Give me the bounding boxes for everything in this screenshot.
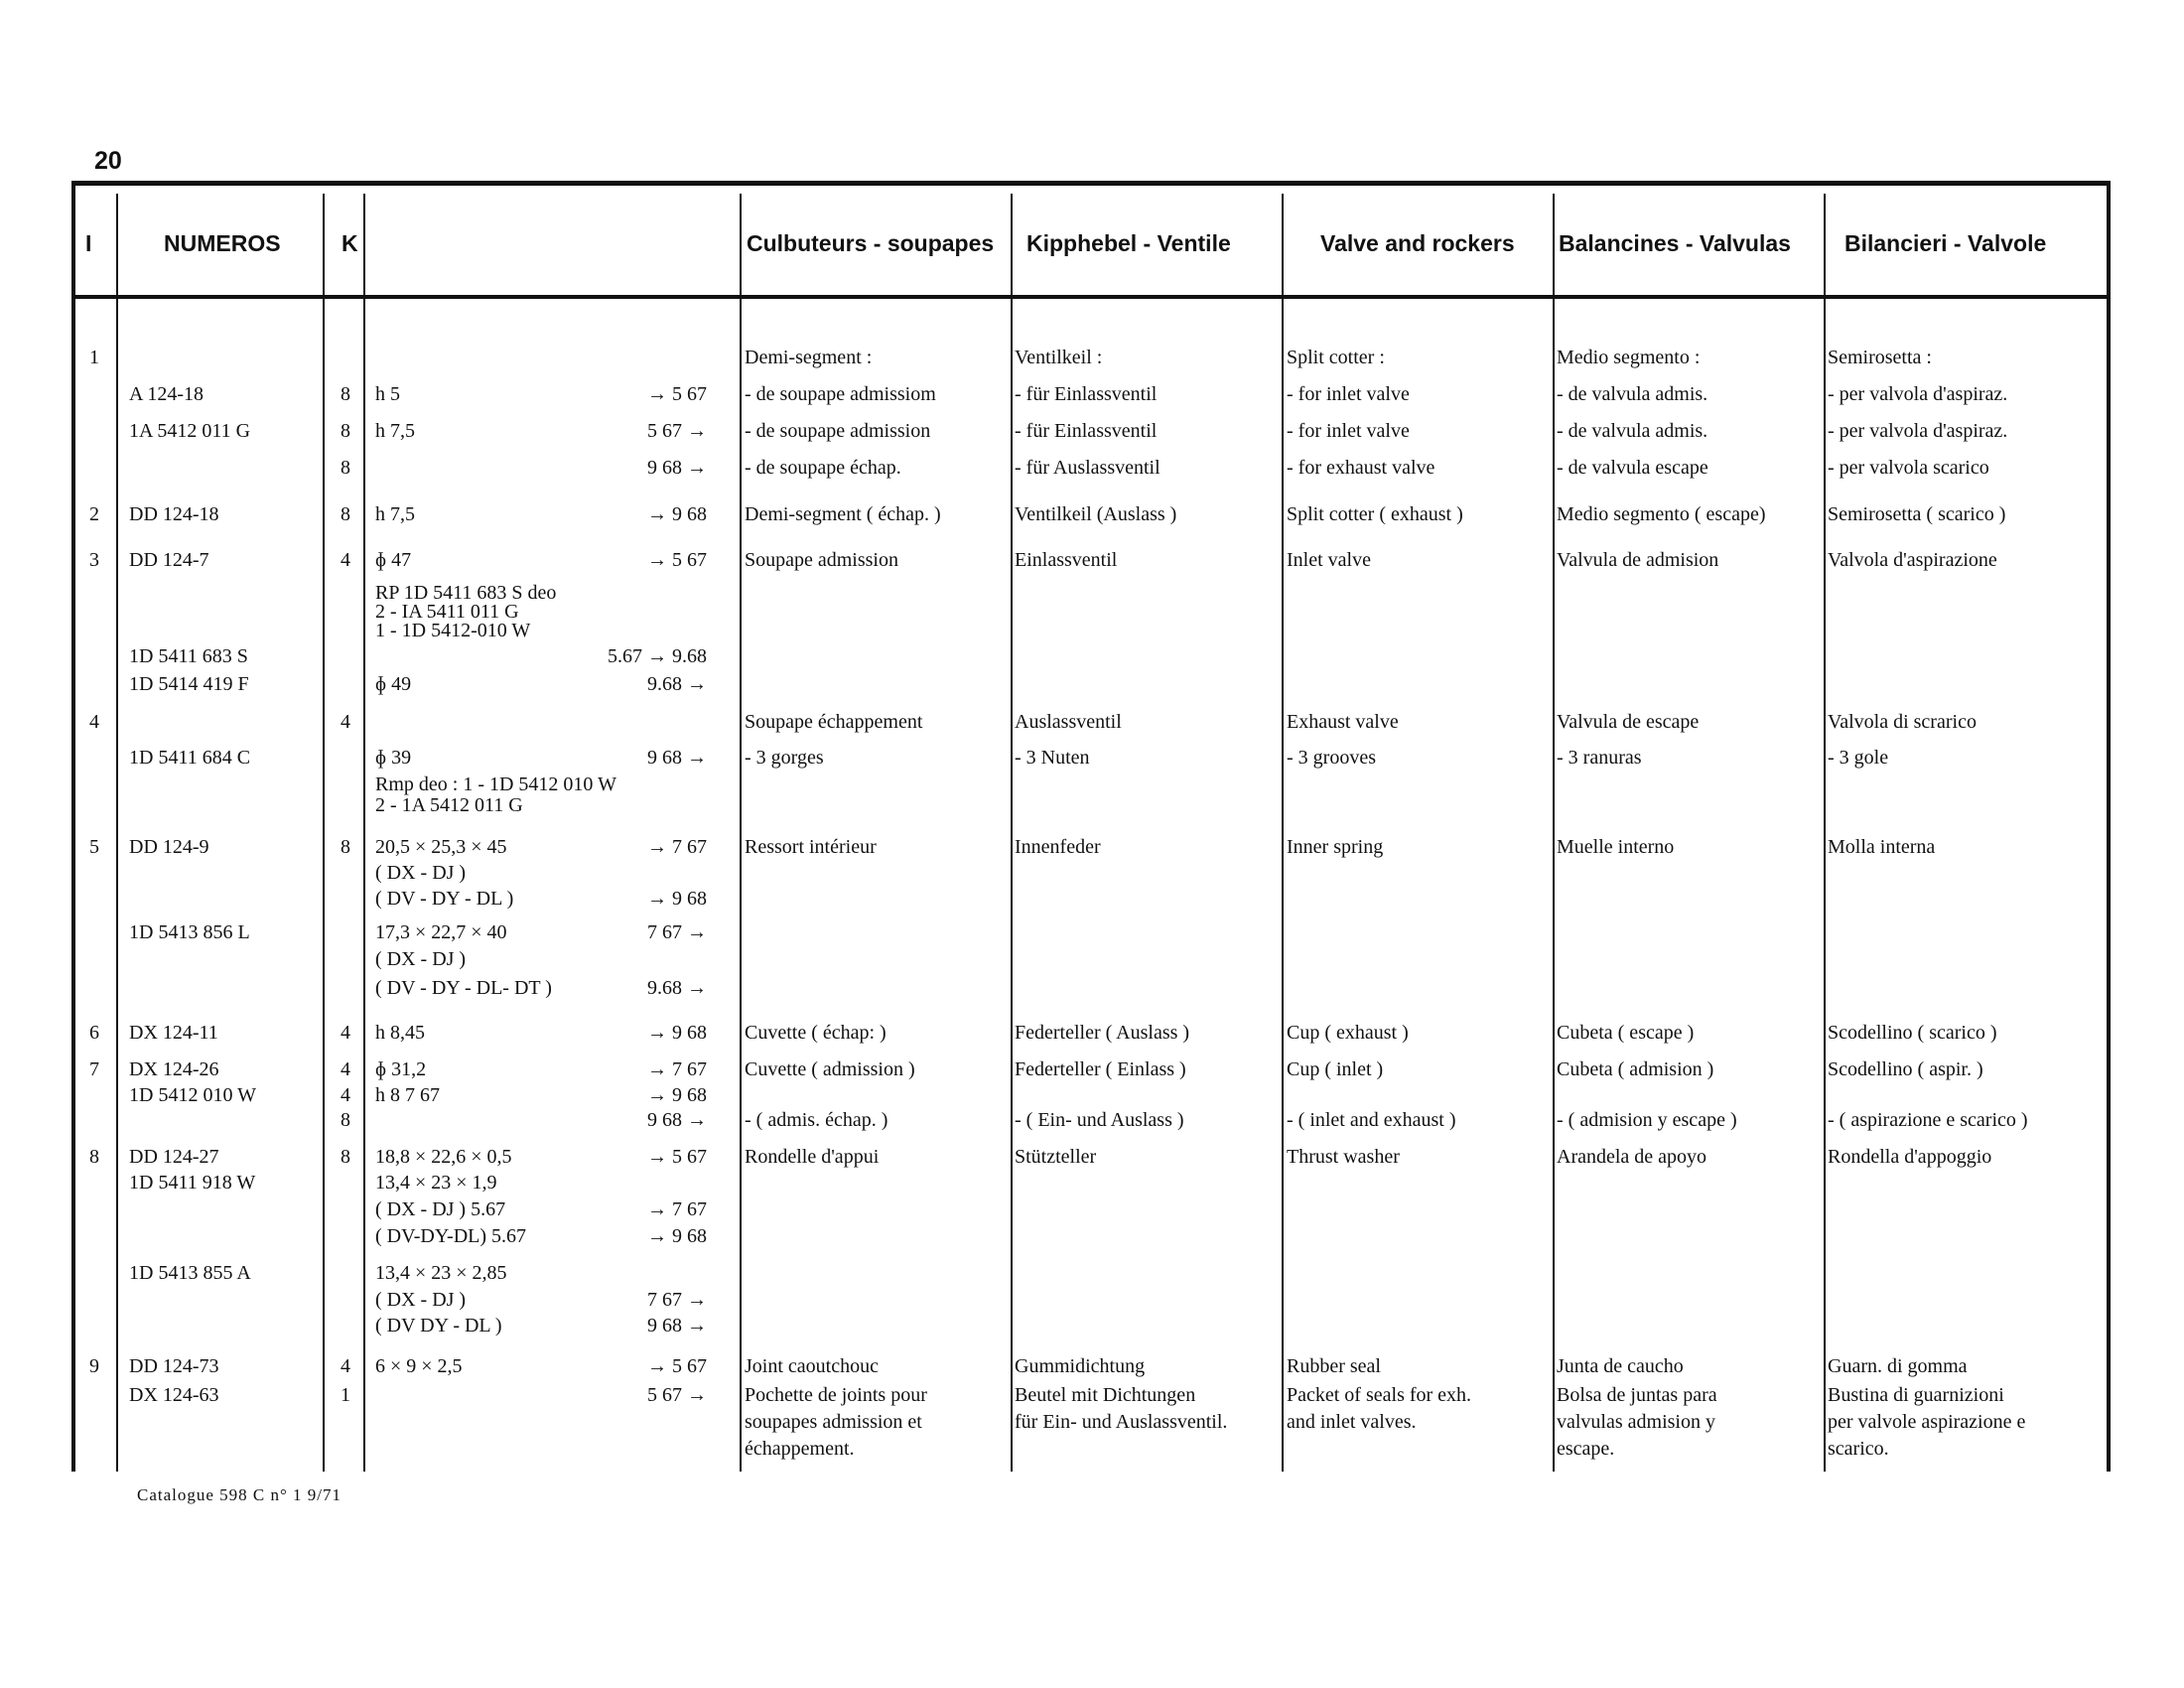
german-description: Einlassventil bbox=[1015, 549, 1118, 571]
catalogue-footer: Catalogue 598 C n° 1 9/71 bbox=[137, 1485, 342, 1504]
spanish-description: Cubeta ( escape ) bbox=[1557, 1022, 1695, 1044]
header-english: Valve and rockers bbox=[1320, 230, 1515, 256]
validity-date: → 9 68 bbox=[647, 1022, 707, 1044]
validity-date: 9.68 → bbox=[647, 673, 707, 695]
specification: Rmp deo : 1 - 1D 5412 010 W bbox=[375, 774, 616, 795]
english-description: Split cotter : bbox=[1287, 347, 1385, 368]
specification: ( DX - DJ ) bbox=[375, 862, 467, 884]
german-description: Gummidichtung bbox=[1015, 1355, 1146, 1377]
specification: ( DV-DY-DL) 5.67 bbox=[375, 1225, 527, 1247]
french-description: Ressort intérieur bbox=[745, 836, 877, 858]
english-description: - 3 grooves bbox=[1287, 747, 1376, 769]
validity-date: → 7 67 bbox=[647, 1198, 707, 1220]
spanish-description: escape. bbox=[1557, 1438, 1615, 1460]
english-description: Rubber seal bbox=[1287, 1355, 1381, 1377]
spanish-description: - de valvula escape bbox=[1557, 457, 1708, 479]
column-divider bbox=[323, 194, 325, 1472]
column-divider bbox=[1011, 194, 1013, 1472]
english-description: - for inlet valve bbox=[1287, 420, 1410, 442]
spanish-description: - ( admision y escape ) bbox=[1557, 1109, 1737, 1131]
part-number: DX 124-26 bbox=[129, 1058, 219, 1080]
part-number: DD 124-7 bbox=[129, 549, 209, 571]
specification: h 8,45 bbox=[375, 1022, 425, 1044]
spanish-description: Junta de caucho bbox=[1557, 1355, 1684, 1377]
french-description: Cuvette ( admission ) bbox=[745, 1058, 915, 1080]
validity-date: 9 68 → bbox=[647, 1109, 707, 1131]
french-description: Demi-segment : bbox=[745, 347, 873, 368]
french-description: soupapes admission et bbox=[745, 1411, 922, 1433]
part-number: DX 124-11 bbox=[129, 1022, 218, 1044]
validity-date: 9 68 → bbox=[647, 457, 707, 479]
header-german: Kipphebel - Ventile bbox=[1026, 230, 1231, 256]
quantity: 8 bbox=[341, 1146, 350, 1168]
specification: ( DV - DY - DL- DT ) bbox=[375, 977, 552, 999]
french-description: Rondelle d'appui bbox=[745, 1146, 880, 1168]
spanish-description: Medio segmento : bbox=[1557, 347, 1701, 368]
specification: ( DV DY - DL ) bbox=[375, 1315, 502, 1336]
english-description: Exhaust valve bbox=[1287, 711, 1399, 733]
english-description: Packet of seals for exh. bbox=[1287, 1384, 1472, 1406]
specification: h 7,5 bbox=[375, 420, 415, 442]
french-description: Pochette de joints pour bbox=[745, 1384, 927, 1406]
part-number: DD 124-18 bbox=[129, 503, 219, 525]
french-description: - 3 gorges bbox=[745, 747, 824, 769]
english-description: Inlet valve bbox=[1287, 549, 1371, 571]
specification: ɸ 49 bbox=[375, 673, 412, 695]
item-index: 7 bbox=[89, 1058, 99, 1080]
german-description: Ventilkeil (Auslass ) bbox=[1015, 503, 1177, 525]
spanish-description: Medio segmento ( escape) bbox=[1557, 503, 1766, 525]
french-description: - de soupape échap. bbox=[745, 457, 901, 479]
italian-description: Valvola di scrarico bbox=[1828, 711, 1977, 733]
italian-description: per valvole aspirazione e bbox=[1828, 1411, 2026, 1433]
part-number: 1D 5413 856 L bbox=[129, 921, 250, 943]
specification: 1 - 1D 5412-010 W bbox=[375, 620, 531, 641]
german-description: - 3 Nuten bbox=[1015, 747, 1090, 769]
quantity: 8 bbox=[341, 420, 350, 442]
italian-description: scarico. bbox=[1828, 1438, 1889, 1460]
quantity: 8 bbox=[341, 1109, 350, 1131]
part-number: 1D 5411 683 S bbox=[129, 645, 248, 667]
german-description: Ventilkeil : bbox=[1015, 347, 1103, 368]
quantity: 4 bbox=[341, 711, 350, 733]
specification: h 5 bbox=[375, 383, 400, 405]
table-top-rule bbox=[71, 181, 2111, 186]
specification: 2 - IA 5411 011 G bbox=[375, 601, 519, 623]
french-description: - ( admis. échap. ) bbox=[745, 1109, 888, 1131]
column-divider bbox=[1824, 194, 1826, 1472]
german-description: Stützteller bbox=[1015, 1146, 1097, 1168]
quantity: 8 bbox=[341, 457, 350, 479]
spanish-description: - de valvula admis. bbox=[1557, 383, 1708, 405]
table-left-rule bbox=[71, 181, 75, 1472]
item-index: 6 bbox=[89, 1022, 99, 1044]
validity-date: → 5 67 bbox=[647, 1146, 707, 1168]
validity-date: 7 67 → bbox=[647, 921, 707, 943]
part-number: 1D 5411 684 C bbox=[129, 747, 251, 769]
header-spanish: Balancines - Valvulas bbox=[1559, 230, 1791, 256]
italian-description: - per valvola d'aspiraz. bbox=[1828, 383, 2008, 405]
validity-date: → 5 67 bbox=[647, 1355, 707, 1377]
french-description: Soupape admission bbox=[745, 549, 898, 571]
validity-date: 7 67 → bbox=[647, 1289, 707, 1311]
specification: ( DX - DJ ) 5.67 bbox=[375, 1198, 506, 1220]
specification: ( DX - DJ ) bbox=[375, 948, 467, 970]
german-description: Innenfeder bbox=[1015, 836, 1101, 858]
italian-description: Scodellino ( aspir. ) bbox=[1828, 1058, 1983, 1080]
french-description: Joint caoutchouc bbox=[745, 1355, 879, 1377]
specification: 20,5 × 25,3 × 45 bbox=[375, 836, 507, 858]
specification: 17,3 × 22,7 × 40 bbox=[375, 921, 507, 943]
german-description: - ( Ein- und Auslass ) bbox=[1015, 1109, 1184, 1131]
quantity: 8 bbox=[341, 836, 350, 858]
english-description: - ( inlet and exhaust ) bbox=[1287, 1109, 1456, 1131]
item-index: 3 bbox=[89, 549, 99, 571]
german-description: - für Einlassventil bbox=[1015, 420, 1158, 442]
part-number: DD 124-27 bbox=[129, 1146, 219, 1168]
validity-date: 5 67 → bbox=[647, 420, 707, 442]
german-description: Federteller ( Auslass ) bbox=[1015, 1022, 1190, 1044]
italian-description: Semirosetta ( scarico ) bbox=[1828, 503, 2006, 525]
specification: ( DX - DJ ) bbox=[375, 1289, 467, 1311]
spanish-description: Cubeta ( admision ) bbox=[1557, 1058, 1714, 1080]
header-french: Culbuteurs - soupapes bbox=[747, 230, 995, 256]
part-number: 1D 5412 010 W bbox=[129, 1084, 256, 1106]
italian-description: Semirosetta : bbox=[1828, 347, 1932, 368]
validity-date: 5.67 → 9.68 bbox=[608, 645, 707, 667]
english-description: - for exhaust valve bbox=[1287, 457, 1435, 479]
quantity: 8 bbox=[341, 383, 350, 405]
validity-date: 9 68 → bbox=[647, 747, 707, 769]
italian-description: Rondella d'appoggio bbox=[1828, 1146, 1992, 1168]
quantity: 8 bbox=[341, 503, 350, 525]
specification: h 8 7 67 bbox=[375, 1084, 440, 1106]
quantity: 4 bbox=[341, 1084, 350, 1106]
specification: 18,8 × 22,6 × 0,5 bbox=[375, 1146, 512, 1168]
quantity: 4 bbox=[341, 1058, 350, 1080]
french-description: Cuvette ( échap: ) bbox=[745, 1022, 887, 1044]
spanish-description: - de valvula admis. bbox=[1557, 420, 1708, 442]
french-description: Soupape échappement bbox=[745, 711, 923, 733]
specification: h 7,5 bbox=[375, 503, 415, 525]
english-description: Thrust washer bbox=[1287, 1146, 1400, 1168]
english-description: Split cotter ( exhaust ) bbox=[1287, 503, 1463, 525]
italian-description: - per valvola d'aspiraz. bbox=[1828, 420, 2008, 442]
item-index: 9 bbox=[89, 1355, 99, 1377]
spanish-description: Valvula de escape bbox=[1557, 711, 1700, 733]
german-description: - für Einlassventil bbox=[1015, 383, 1158, 405]
header-italian: Bilancieri - Valvole bbox=[1844, 230, 2047, 256]
column-divider bbox=[1553, 194, 1555, 1472]
part-number: DD 124-73 bbox=[129, 1355, 219, 1377]
french-description: Demi-segment ( échap. ) bbox=[745, 503, 941, 525]
validity-date: → 7 67 bbox=[647, 836, 707, 858]
header-numeros: NUMEROS bbox=[164, 230, 281, 256]
validity-date: → 5 67 bbox=[647, 383, 707, 405]
item-index: 2 bbox=[89, 503, 99, 525]
german-description: Federteller ( Einlass ) bbox=[1015, 1058, 1186, 1080]
specification: 13,4 × 23 × 1,9 bbox=[375, 1172, 497, 1194]
italian-description: Valvola d'aspirazione bbox=[1828, 549, 1997, 571]
specification: ɸ 47 bbox=[375, 549, 412, 571]
item-index: 1 bbox=[89, 347, 99, 368]
header-k: K bbox=[341, 230, 358, 256]
validity-date: → 5 67 bbox=[647, 549, 707, 571]
part-number: 1D 5414 419 F bbox=[129, 673, 249, 695]
part-number: DD 124-9 bbox=[129, 836, 209, 858]
item-index: 8 bbox=[89, 1146, 99, 1168]
italian-description: Guarn. di gomma bbox=[1828, 1355, 1968, 1377]
part-number: 1D 5413 855 A bbox=[129, 1262, 251, 1284]
quantity: 4 bbox=[341, 1355, 350, 1377]
validity-date: → 9 68 bbox=[647, 888, 707, 910]
validity-date: 9.68 → bbox=[647, 977, 707, 999]
specification: ɸ 39 bbox=[375, 747, 412, 769]
english-description: and inlet valves. bbox=[1287, 1411, 1417, 1433]
italian-description: - per valvola scarico bbox=[1828, 457, 1989, 479]
italian-description: Molla interna bbox=[1828, 836, 1936, 858]
item-index: 5 bbox=[89, 836, 99, 858]
spanish-description: Valvula de admision bbox=[1557, 549, 1719, 571]
quantity: 4 bbox=[341, 1022, 350, 1044]
column-divider bbox=[363, 194, 365, 1472]
validity-date: → 9 68 bbox=[647, 503, 707, 525]
german-description: für Ein- und Auslassventil. bbox=[1015, 1411, 1228, 1433]
column-divider bbox=[1282, 194, 1284, 1472]
validity-date: → 7 67 bbox=[647, 1058, 707, 1080]
validity-date: → 9 68 bbox=[647, 1084, 707, 1106]
specification: 13,4 × 23 × 2,85 bbox=[375, 1262, 507, 1284]
specification: 2 - 1A 5412 011 G bbox=[375, 794, 523, 816]
italian-description: - 3 gole bbox=[1828, 747, 1889, 769]
header-index: I bbox=[85, 230, 92, 256]
page-number: 20 bbox=[94, 147, 122, 175]
german-description: - für Auslassventil bbox=[1015, 457, 1160, 479]
item-index: 4 bbox=[89, 711, 99, 733]
quantity: 4 bbox=[341, 549, 350, 571]
italian-description: Bustina di guarnizioni bbox=[1828, 1384, 2004, 1406]
table-right-rule bbox=[2107, 181, 2111, 1472]
specification: ɸ 31,2 bbox=[375, 1058, 427, 1080]
german-description: Beutel mit Dichtungen bbox=[1015, 1384, 1196, 1406]
spanish-description: Arandela de apoyo bbox=[1557, 1146, 1707, 1168]
french-description: échappement. bbox=[745, 1438, 855, 1460]
part-number: 1A 5412 011 G bbox=[129, 420, 251, 442]
italian-description: - ( aspirazione e scarico ) bbox=[1828, 1109, 2028, 1131]
spanish-description: Muelle interno bbox=[1557, 836, 1675, 858]
header-bottom-rule bbox=[71, 295, 2111, 299]
english-description: Inner spring bbox=[1287, 836, 1384, 858]
spanish-description: - 3 ranuras bbox=[1557, 747, 1642, 769]
spanish-description: Bolsa de juntas para bbox=[1557, 1384, 1717, 1406]
italian-description: Scodellino ( scarico ) bbox=[1828, 1022, 1997, 1044]
specification: 6 × 9 × 2,5 bbox=[375, 1355, 463, 1377]
english-description: Cup ( inlet ) bbox=[1287, 1058, 1384, 1080]
specification: RP 1D 5411 683 S deo bbox=[375, 582, 557, 604]
column-divider bbox=[116, 194, 118, 1472]
validity-date: 5 67 → bbox=[647, 1384, 707, 1406]
quantity: 1 bbox=[341, 1384, 350, 1406]
column-divider bbox=[740, 194, 742, 1472]
german-description: Auslassventil bbox=[1015, 711, 1122, 733]
english-description: - for inlet valve bbox=[1287, 383, 1410, 405]
french-description: - de soupape admissiom bbox=[745, 383, 936, 405]
part-number: DX 124-63 bbox=[129, 1384, 219, 1406]
validity-date: → 9 68 bbox=[647, 1225, 707, 1247]
validity-date: 9 68 → bbox=[647, 1315, 707, 1336]
part-number: A 124-18 bbox=[129, 383, 204, 405]
spanish-description: valvulas admision y bbox=[1557, 1411, 1715, 1433]
part-number: 1D 5411 918 W bbox=[129, 1172, 256, 1194]
french-description: - de soupape admission bbox=[745, 420, 931, 442]
english-description: Cup ( exhaust ) bbox=[1287, 1022, 1409, 1044]
specification: ( DV - DY - DL ) bbox=[375, 888, 514, 910]
